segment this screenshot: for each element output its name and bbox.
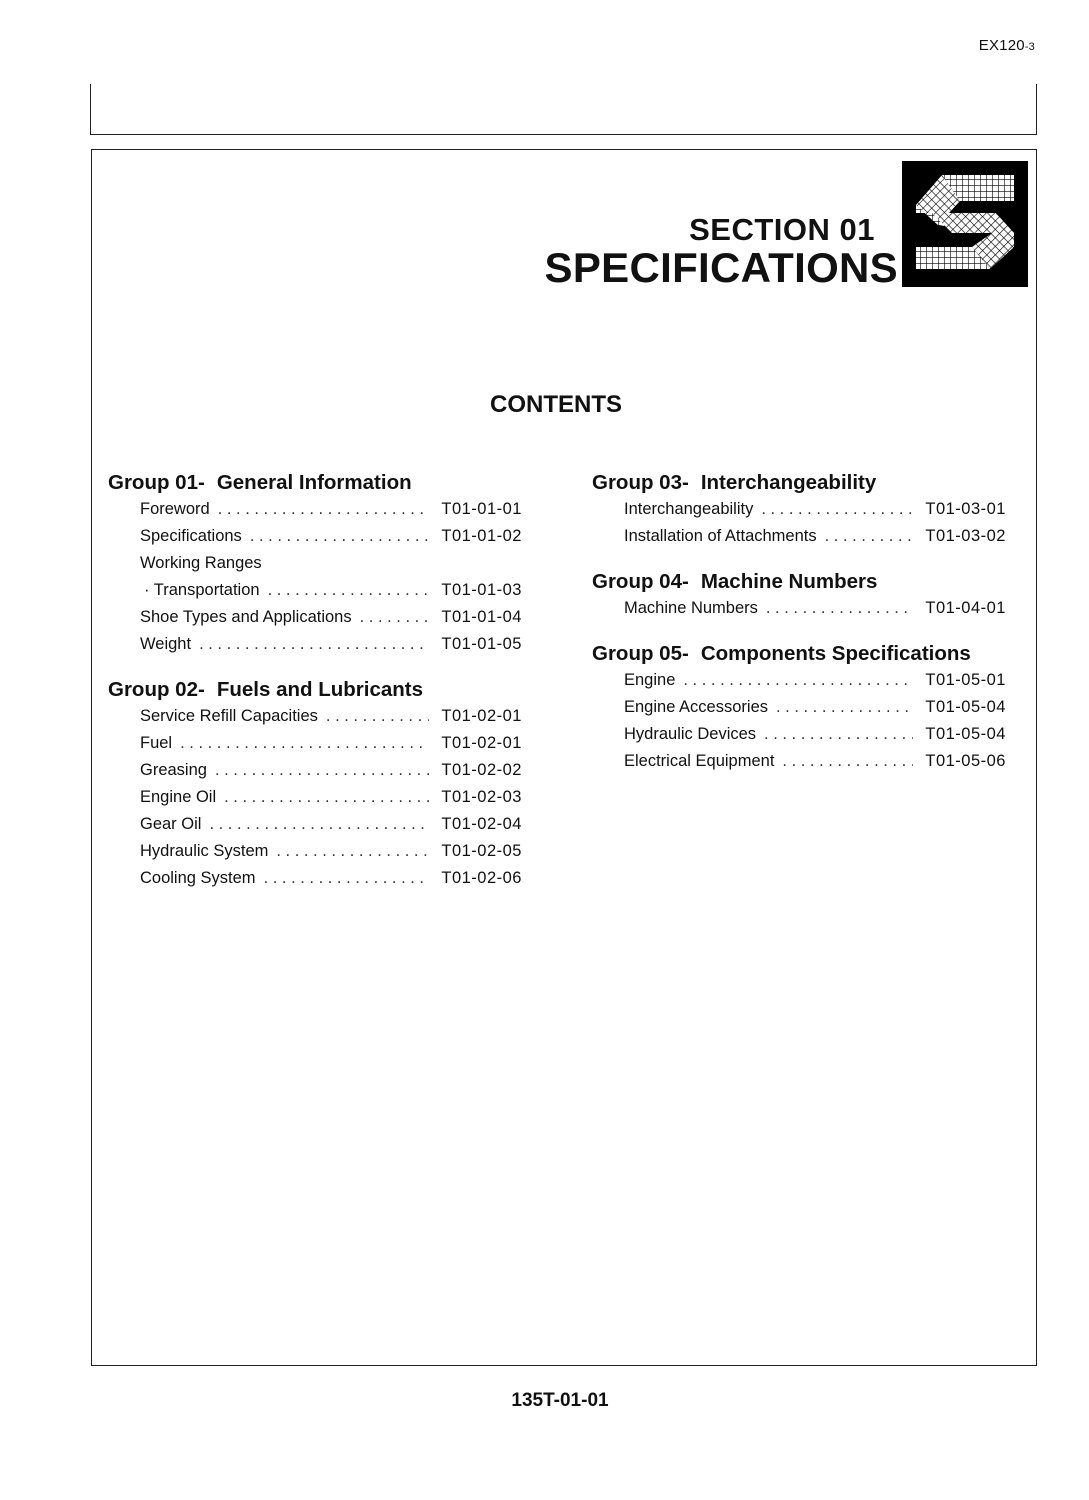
dot-leader <box>209 811 429 838</box>
toc-entry[interactable] <box>140 631 522 658</box>
contents-column-left <box>108 469 522 910</box>
model-code <box>979 37 1035 54</box>
toc-entry-label: Service Refill Capacities <box>140 707 318 725</box>
toc-entry-label: Hydraulic System <box>140 842 269 860</box>
dot-leader <box>218 496 430 523</box>
group-name: Interchangeability <box>700 471 877 494</box>
toc-entry[interactable] <box>140 784 522 811</box>
toc-entry-label: Foreword <box>140 500 210 518</box>
dot-leader <box>825 523 914 550</box>
model-code-main: EX120 <box>978 37 1025 54</box>
group-number: Group 04- <box>592 570 689 593</box>
toc-group <box>592 640 1006 775</box>
toc-entry-label: Greasing <box>140 761 207 779</box>
model-code-suffix: -3 <box>1024 41 1035 53</box>
toc-entry-label: Interchangeability <box>624 500 754 518</box>
toc-entry-page: T01-03-02 <box>925 527 1006 545</box>
group-name: Machine Numbers <box>700 570 878 593</box>
group-name: Components Specifications <box>700 642 971 665</box>
toc-entry-page: T01-02-05 <box>441 842 522 860</box>
toc-entry-label: Engine Oil <box>140 788 217 806</box>
toc-entry-label: Fuel <box>140 734 173 752</box>
dot-leader <box>180 730 429 757</box>
group-heading <box>592 640 1006 667</box>
section-title: SPECIFICATIONS <box>544 244 898 291</box>
toc-entry-label: Electrical Equipment <box>624 752 775 770</box>
toc-entry-label: Machine Numbers <box>624 599 758 617</box>
toc-entry-page: T01-05-06 <box>925 752 1006 770</box>
contents-title: CONTENTS <box>490 391 622 418</box>
toc-entry-label: Weight <box>140 635 192 653</box>
toc-entry-page: T01-01-03 <box>441 581 522 599</box>
dot-leader <box>764 721 913 748</box>
dot-leader <box>776 694 913 721</box>
top-bracket-divider <box>90 84 1037 135</box>
toc-group <box>592 568 1006 622</box>
toc-entry-label: Engine Accessories <box>624 698 768 716</box>
toc-entry[interactable] <box>624 694 1006 721</box>
toc-entry-page: T01-03-01 <box>925 500 1006 518</box>
dot-leader <box>264 865 430 892</box>
dot-leader <box>199 631 429 658</box>
group-heading <box>592 469 1006 496</box>
toc-entry-label: Gear Oil <box>140 815 202 833</box>
toc-entry[interactable] <box>624 496 1006 523</box>
toc-entry-page: T01-01-02 <box>441 527 522 545</box>
toc-entry-page: T01-01-04 <box>441 608 522 626</box>
toc-entry[interactable] <box>624 748 1006 775</box>
toc-entry <box>140 550 522 577</box>
toc-entry-page: T01-02-04 <box>441 815 522 833</box>
group-name: General Information <box>216 471 412 494</box>
toc-entry[interactable] <box>140 838 522 865</box>
toc-entry-label: Specifications <box>140 527 242 545</box>
toc-group <box>108 676 522 892</box>
section-s-cube-logo-icon <box>902 161 1028 287</box>
toc-entry[interactable] <box>140 496 522 523</box>
dot-leader <box>224 784 429 811</box>
group-heading <box>108 469 522 496</box>
toc-entry-page: T01-02-06 <box>441 869 522 887</box>
dot-leader <box>250 523 430 550</box>
toc-entry-page: T01-05-04 <box>925 725 1006 743</box>
toc-entry-page: T01-01-01 <box>441 500 522 518</box>
dot-leader <box>782 748 913 775</box>
toc-entry[interactable] <box>140 730 522 757</box>
section-number: SECTION 01 <box>689 212 875 247</box>
toc-entry[interactable] <box>140 865 522 892</box>
toc-entry-label: Shoe Types and Applications <box>140 608 352 626</box>
toc-entry-label: Engine <box>624 671 676 689</box>
group-number: Group 01- <box>108 471 205 494</box>
dot-leader <box>276 838 429 865</box>
dot-leader <box>683 667 913 694</box>
contents-column-right <box>592 469 1006 793</box>
group-name: Fuels and Lubricants <box>216 678 423 701</box>
toc-entry-page: T01-01-05 <box>441 635 522 653</box>
dot-leader <box>360 604 430 631</box>
group-heading <box>108 676 522 703</box>
dot-leader <box>766 595 913 622</box>
toc-entry-label: Cooling System <box>140 869 256 887</box>
group-number: Group 03- <box>592 471 689 494</box>
toc-entry[interactable] <box>624 523 1006 550</box>
dot-leader <box>268 577 430 604</box>
toc-entry-label: Installation of Attachments <box>624 527 817 545</box>
toc-group <box>108 469 522 658</box>
toc-entry[interactable] <box>140 757 522 784</box>
toc-entry[interactable] <box>624 667 1006 694</box>
group-number: Group 02- <box>108 678 205 701</box>
toc-entry-page: T01-05-04 <box>925 698 1006 716</box>
dot-leader <box>326 703 429 730</box>
toc-entry-page: T01-02-01 <box>441 734 522 752</box>
toc-entry-page: T01-02-02 <box>441 761 522 779</box>
dot-leader <box>215 757 429 784</box>
group-number: Group 05- <box>592 642 689 665</box>
toc-entry-page: T01-02-03 <box>441 788 522 806</box>
toc-entry[interactable] <box>140 577 522 604</box>
toc-entry-label: · Transportation <box>144 581 260 599</box>
toc-entry[interactable] <box>140 523 522 550</box>
toc-entry-page: T01-05-01 <box>925 671 1006 689</box>
group-heading <box>592 568 1006 595</box>
toc-entry-label: Working Ranges <box>140 554 262 572</box>
toc-entry[interactable] <box>140 811 522 838</box>
footer-page-number: 135T-01-01 <box>511 1390 609 1411</box>
toc-group <box>592 469 1006 550</box>
toc-entry[interactable] <box>624 595 1006 622</box>
dot-leader <box>761 496 913 523</box>
toc-entry-label: Hydraulic Devices <box>624 725 757 743</box>
toc-entry-page: T01-04-01 <box>925 599 1006 617</box>
toc-entry[interactable] <box>624 721 1006 748</box>
toc-entry[interactable] <box>140 604 522 631</box>
toc-entry-page: T01-02-01 <box>441 707 522 725</box>
toc-entry[interactable] <box>140 703 522 730</box>
